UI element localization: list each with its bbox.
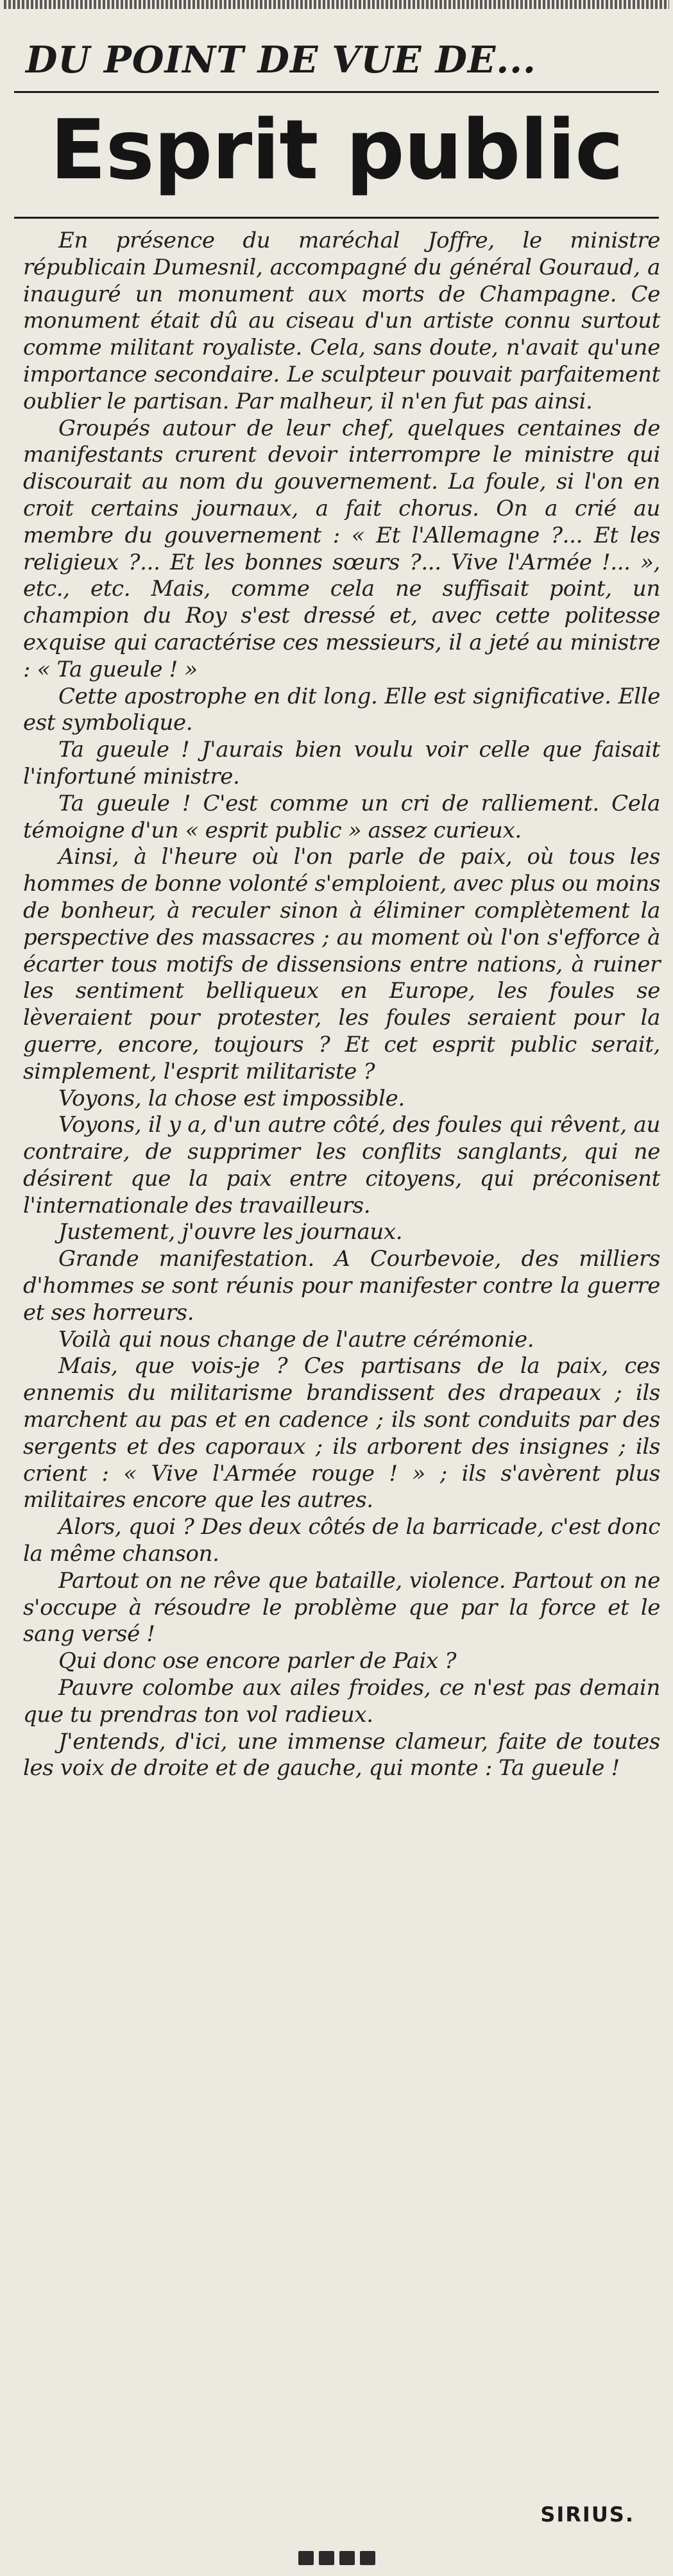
article-body <box>23 228 660 1782</box>
ornament-block <box>319 2551 334 2565</box>
article-paragraph: J'entends, d'ici, une immense clameur, faite de toutes les voix de droite et de gauche, qui monte : Ta gueule ! <box>23 1728 660 1781</box>
end-ornament <box>0 2551 673 2565</box>
article-paragraph: Alors, quoi ? Des deux côtés de la barricade, c'est donc la même chanson. <box>23 1514 660 1567</box>
article-paragraph: En présence du maréchal Joffre, le ministre républicain Dumesnil, accompagné du général Gouraud, a inauguré un monument aux morts de Champagne. Ce monument était dû au ciseau d'un artiste connu surtout comme militant royaliste. Cela, sans doute, n'avait qu'une importance secondaire. Le sculpteur pouvait parfaitement oublier le partisan. Par malheur, il n'en fut pas ainsi. <box>23 228 660 414</box>
column-rubric: DU POINT DE VUE DE... <box>26 38 536 81</box>
article-paragraph: Voyons, il y a, d'un autre côté, des foules qui rêvent, au contraire, de supprimer les conflits sanglants, qui ne désirent que la paix entre citoyens, qui préconisent l'internationale des travailleurs. <box>23 1112 660 1218</box>
ornament-block <box>360 2551 375 2565</box>
article-paragraph: Grande manifestation. A Courbevoie, des milliers d'hommes se sont réunis pour manifester contre la guerre et ses horreurs. <box>23 1246 660 1326</box>
rubric-divider <box>14 91 659 93</box>
ornament-block <box>339 2551 355 2565</box>
article-paragraph: Partout on ne rêve que bataille, violence. Partout on ne s'occupe à résoudre le problème que par la force et le sang versé ! <box>23 1567 660 1647</box>
article-paragraph: Pauvre colombe aux ailes froides, ce n'est pas demain que tu prendras ton vol radieux. <box>23 1675 660 1728</box>
article-paragraph: Voilà qui nous change de l'autre cérémonie. <box>58 1326 534 1352</box>
ornament-block <box>298 2551 314 2565</box>
title-divider <box>14 217 659 219</box>
article-paragraph: Mais, que vois-je ? Ces partisans de la paix, ces ennemis du militarisme brandissent des drapeaux ; ils marchent au pas et en cadence ; ils sont conduits par des sergents et des caporaux ; ils arborent des insignes ; ils crient : « Vive l'Armée rouge ! » ; ils s'avèrent plus militaires encore que les autres. <box>23 1353 660 1513</box>
article-paragraph: Cette apostrophe en dit long. Elle est significative. Elle est symbolique. <box>23 683 660 736</box>
author-signature: SIRIUS. <box>540 2502 635 2527</box>
article-paragraph: Voyons, la chose est impossible. <box>58 1085 405 1111</box>
article-paragraph: Qui donc ose encore parler de Paix ? <box>58 1648 457 1674</box>
article-paragraph: Groupés autour de leur chef, quelques centaines de manifestants crurent devoir interrompre le ministre qui discourait au nom du gouvernement. La foule, si l'on en croit certains journaux, a fait chorus. On a crié au membre du gouvernement : « Et l'Allemagne ?... Et les religieux ?... Et les bonnes sœurs ?... Vive l'Armée !... », etc., etc. Mais, comme cela ne suffisait point, un champion du Roy s'est dressé et, avec cette politesse exquise qui caractérise ces messieurs, il a jeté au ministre : « Ta gueule ! » <box>23 415 660 682</box>
article-paragraph: Justement, j'ouvre les journaux. <box>58 1219 403 1245</box>
article-title: Esprit public <box>50 103 623 198</box>
article-paragraph: Ta gueule ! C'est comme un cri de ralliement. Cela témoigne d'un « esprit public » assez curieux. <box>23 790 660 843</box>
top-border-rule <box>4 0 669 9</box>
article-paragraph: Ta gueule ! J'aurais bien voulu voir celle que faisait l'infortuné ministre. <box>23 737 660 789</box>
article-paragraph: Ainsi, à l'heure où l'on parle de paix, où tous les hommes de bonne volonté s'emploient, avec plus ou moins de bonheur, à reculer sinon à éliminer complètement la perspective des massacres ; au moment où l'on s'efforce à écarter tous motifs de dissensions entre nations, à ruiner les sentiment belliqueux en Europe, les foules se lèveraient pour protester, les foules seraient pour la guerre, encore, toujours ? Et cet esprit public serait, simplement, l'esprit militariste ? <box>23 844 660 1084</box>
